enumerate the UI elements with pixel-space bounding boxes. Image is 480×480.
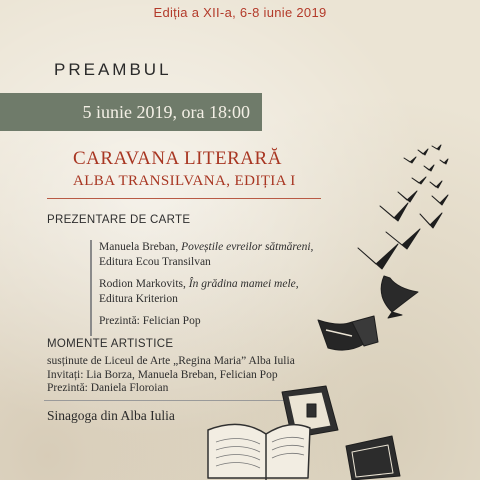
- entry-book: În grădina mamei mele,: [188, 278, 299, 290]
- entry-author: Manuela Breban,: [99, 241, 182, 253]
- section-title: PREAMBUL: [54, 60, 172, 79]
- entry-book: Poveștile evreilor sătmăreni,: [181, 241, 314, 253]
- artistic-line: Invitați: Lia Borza, Manuela Breban, Felician Pop: [47, 368, 278, 381]
- presentation-heading: PREZENTARE DE CARTE: [47, 214, 191, 226]
- entry-publisher: Editura Ecou Transilvan: [99, 256, 211, 268]
- list-item: [99, 240, 339, 270]
- edition-line: Ediția a XII-a, 6-8 iunie 2019: [153, 5, 327, 20]
- event-title: CARAVANA LITERARĂ: [73, 148, 282, 169]
- artistic-details: [47, 355, 347, 396]
- artistic-line: susținute de Liceul de Arte „Regina Maria” Alba Iulia: [47, 355, 295, 367]
- date-bar: [0, 93, 262, 131]
- artistic-line: Prezintă: Daniela Floroian: [47, 382, 169, 394]
- entry-author: Rodion Markovits,: [99, 278, 189, 290]
- event-subtitle: ALBA TRANSILVANA, EDIȚIA I: [73, 173, 296, 189]
- entry-publisher: Editura Kriterion: [99, 293, 178, 305]
- divider: [47, 198, 321, 199]
- venue-name: Sinagoga din Alba Iulia: [47, 408, 175, 423]
- artistic-heading: MOMENTE ARTISTICE: [47, 338, 174, 350]
- divider: [44, 400, 312, 401]
- date-text: 5 iunie 2019, ora 18:00: [82, 101, 250, 122]
- presentation-list: [90, 240, 339, 336]
- presentation-host: Prezintă: Felician Pop: [99, 315, 201, 327]
- list-item: [99, 277, 339, 307]
